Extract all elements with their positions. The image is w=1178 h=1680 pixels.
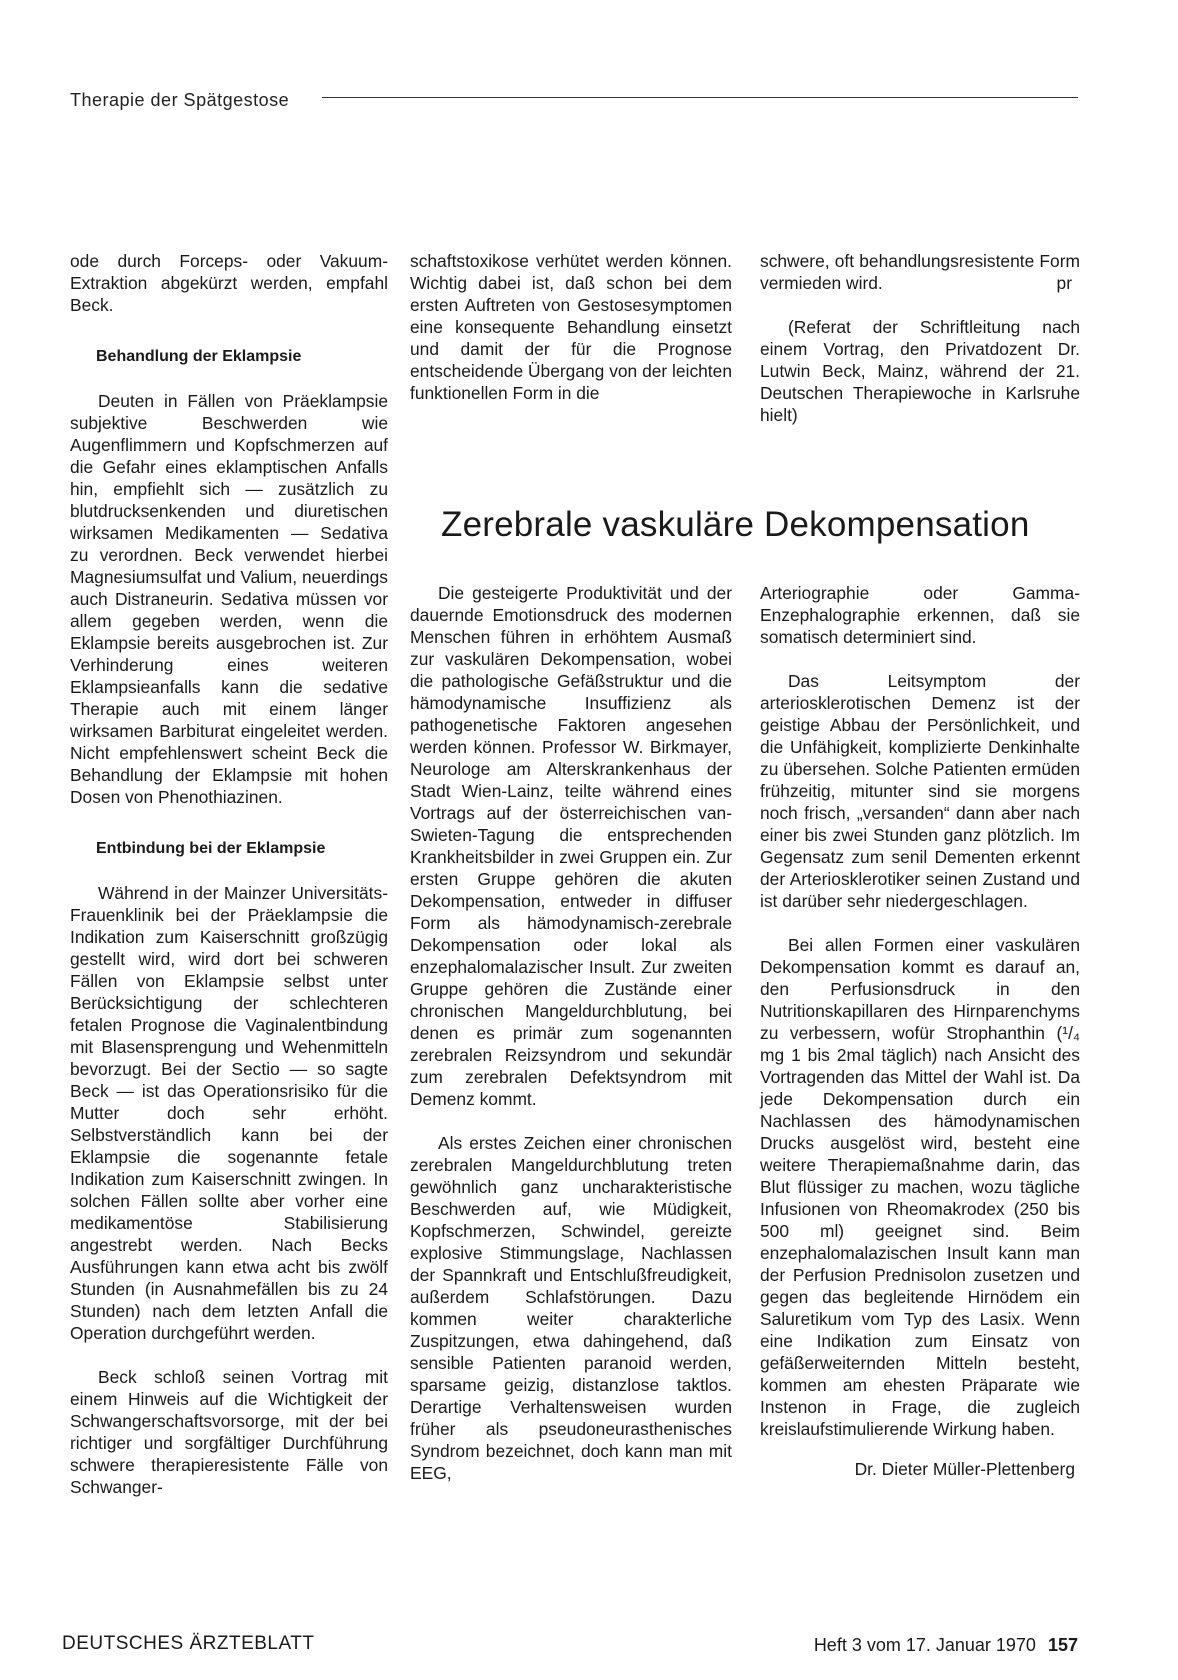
issue-date: Heft 3 vom 17. Januar 1970 (813, 1635, 1036, 1655)
paragraph-continuation (760, 250, 1080, 294)
paragraph: Während in der Mainzer Universitäts-Frauenklinik bei der Präeklampsie die Indikation zum Kaiserschnitt großzügig gestellt wird, wird dort bei schweren Fällen von Eklampsie selbst unter Berücksichtigung der schlechteren fetalen Prognose die Vaginalentbindung mit Blasensprengung und Wehenmitteln bevorzugt. Bei der Sectio — so sagte Beck — ist das Operationsrisiko für die Mutter doch sehr erhöht. Selbstverständlich kann bei der Eklampsie die sogenannte fetale Indikation zum Kaiserschnitt zwingen. In solchen Fällen sollte aber vorher eine medikamentöse Stabilisierung angestrebt werden. Nach Becks Ausführungen kann etwa acht bis zwölf Stunden (in Ausnahmefällen bis zu 24 Stunden) nach dem letzten Anfall die Operation durchgeführt werden. (70, 883, 388, 1343)
section-heading-entbindung: Entbindung bei der Eklampsie (96, 840, 326, 857)
paragraph: Deuten in Fällen von Präeklampsie subjektive Beschwerden wie Augenflimmern und Kopfschmerzen auf die Gefahr eines eklamptischen Anfalls hin, empfiehlt sich — zusätzlich zu blutdrucksenkenden und diuretischen wirksamen Medikamenten — Sedativa zu verordnen. Beck verwendet hierbei Magnesiumsulfat und Valium, neuerdings auch Distraneurin. Sedativa müssen vor allem gegeben werden, wenn die Eklampsie bereits ausgebrochen ist. Zur Verhinderung eines weiteren Eklampsieanfalls kann die sedative Therapie auch mit einem länger wirksamen Barbiturat eingeleitet werden. Nicht empfehlenswert scheint Beck die Behandlung der Eklampsie mit hohen Dosen von Phenothiazinen. (70, 391, 388, 807)
author-initials: pr (1056, 273, 1072, 293)
paragraph: Bei allen Formen einer vaskulären Dekompensation kommt es darauf an, den Perfusionsdruck in den Nutritionskapillaren des Hirnparenchyms zu verbessern, wofür Strophanthin (¹/₄ mg 1 bis 2mal täglich) nach Ansicht des Vortragenden das Mittel der Wahl ist. Da jede Dekompensation durch ein Nachlassen des hämodynamischen Drucks ausgelöst wird, besteht eine weitere Therapiemaßnahme darin, das Blut flüssiger zu machen, wozu tägliche Infusionen von Rheomakrodex (250 bis 500 ml) geeignet sind. Beim enzephalomalazischen Insult kann man der Perfusion Prednisolon zusetzen und gegen das begleitende Hirnödem ein Saluretikum vom Typ des Lasix. Wenn eine Indikation zum Einsatz von gefäßerweiternden Mitteln besteht, kommen am ehesten Präparate wie Instenon in Frage, die zugleich kreislaufstimulierende Wirkung haben. (760, 935, 1080, 1439)
issue-info (814, 1635, 1078, 1656)
paragraph: Als erstes Zeichen einer chronischen zerebralen Mangeldurchblutung treten gewöhnlich ganz uncharakteristische Beschwerden auf, wie Müdigkeit, Kopfschmerzen, Schwindel, gereizte explosive Stimmungslage, Nachlassen der Spannkraft und Entschlußfreudigkeit, außerdem Schlafstörungen. Dazu kommen weiter charakterliche Zuspitzungen, etwa dahingehend, daß sensible Patienten paranoid werden, sparsame geizig, distanzlose taktlos. Derartige Verhaltensweisen wurden früher als pseudoneurasthenisches Syndrom bezeichnet, doch kann man mit EEG, (410, 1133, 732, 1483)
paragraph-continuation: Arteriographie oder Gamma-Enzephalographie erkennen, daß sie somatisch determiniert sind. (760, 583, 1080, 647)
article-title: Zerebrale vaskuläre Dekompensation (441, 505, 1030, 544)
section-heading-eklampsie: Behandlung der Eklampsie (96, 348, 302, 365)
column-2-top (410, 250, 732, 404)
closing-text: schwere, oft behandlungsresistente Form vermieden wird. (760, 251, 1080, 293)
paragraph: Die gesteigerte Produktivität und der dauernde Emotionsdruck des modernen Menschen führen in erhöhtem Ausmaß zur vaskulären Dekompensation, wobei die pathologische Gefäßstruktur und die hämodynamische Insuffizienz als pathogenetische Faktoren angesehen werden können. Professor W. Birkmayer, Neurologe am Alterskrankenhaus der Stadt Wien-Lainz, teilte während eines Vortrags auf der österreichischen van-Swieten-Tagung die entsprechenden Krankheitsbilder in zwei Gruppen ein. Zur ersten Gruppe gehören die akuten Dekompensation, entweder in diffuser Form als hämodynamisch-zerebrale Dekompensation oder lokal als enzephalomalazischer Insult. Zur zweiten Gruppe gehören die Zustände einer chronischen Mangeldurchblutung, bei denen es primär zum sogenannten zerebralen Reizsyndrom und sekundär zum zerebralen Defektsyndrom mit Demenz kommt. (410, 583, 732, 1109)
paragraph-continuation: ode durch Forceps- oder Vakuum-Extraktion abgekürzt werden, empfahl Beck. (70, 251, 388, 315)
column-2-bottom (410, 582, 732, 1484)
editorial-note: (Referat der Schriftleitung nach einem Vortrag, den Privatdozent Dr. Lutwin Beck, Mainz, während der 21. Deutschen Therapiewoche in Karlsruhe hielt) (760, 317, 1080, 425)
paragraph: Das Leitsymptom der arteriosklerotischen Demenz ist der geistige Abbau der Persönlichkeit, und die Unfähigkeit, komplizierte Denkinhalte zu übersehen. Solche Patienten ermüden frühzeitig, mitunter sind sie morgens noch frisch, „versanden“ dann aber nach einer bis zwei Stunden ganz plötzlich. Im Gegensatz zum senil Dementen erkennt der Arteriosklerotiker seinen Zustand und ist darüber sehr niedergeschlagen. (760, 671, 1081, 911)
column-1 (70, 250, 388, 1498)
column-3-bottom (760, 582, 1080, 1480)
author-signature: Dr. Dieter Müller-Plettenberg (854, 1459, 1075, 1479)
page-number: 157 (1047, 1635, 1078, 1655)
paragraph-continuation: schaftstoxikose verhütet werden können. Wichtig dabei ist, daß schon bei dem ersten Auftreten von Gestosesymptomen eine konsequente Behandlung einsetzt und damit der für die Prognose entscheidende Übergang von der leichten funktionellen Form in die (410, 251, 732, 403)
column-3-top (760, 250, 1080, 426)
paragraph: Beck schloß seinen Vortrag mit einem Hinweis auf die Wichtigkeit der Schwangerschaftsvorsorge, mit der bei richtiger und sorgfältiger Durchführung schwere therapieresistente Fälle von Schwanger- (70, 1367, 388, 1497)
journal-name: DEUTSCHES ÄRZTEBLATT (62, 1633, 315, 1654)
running-head: Therapie der Spätgestose (70, 90, 290, 110)
header-rule (322, 97, 1078, 98)
